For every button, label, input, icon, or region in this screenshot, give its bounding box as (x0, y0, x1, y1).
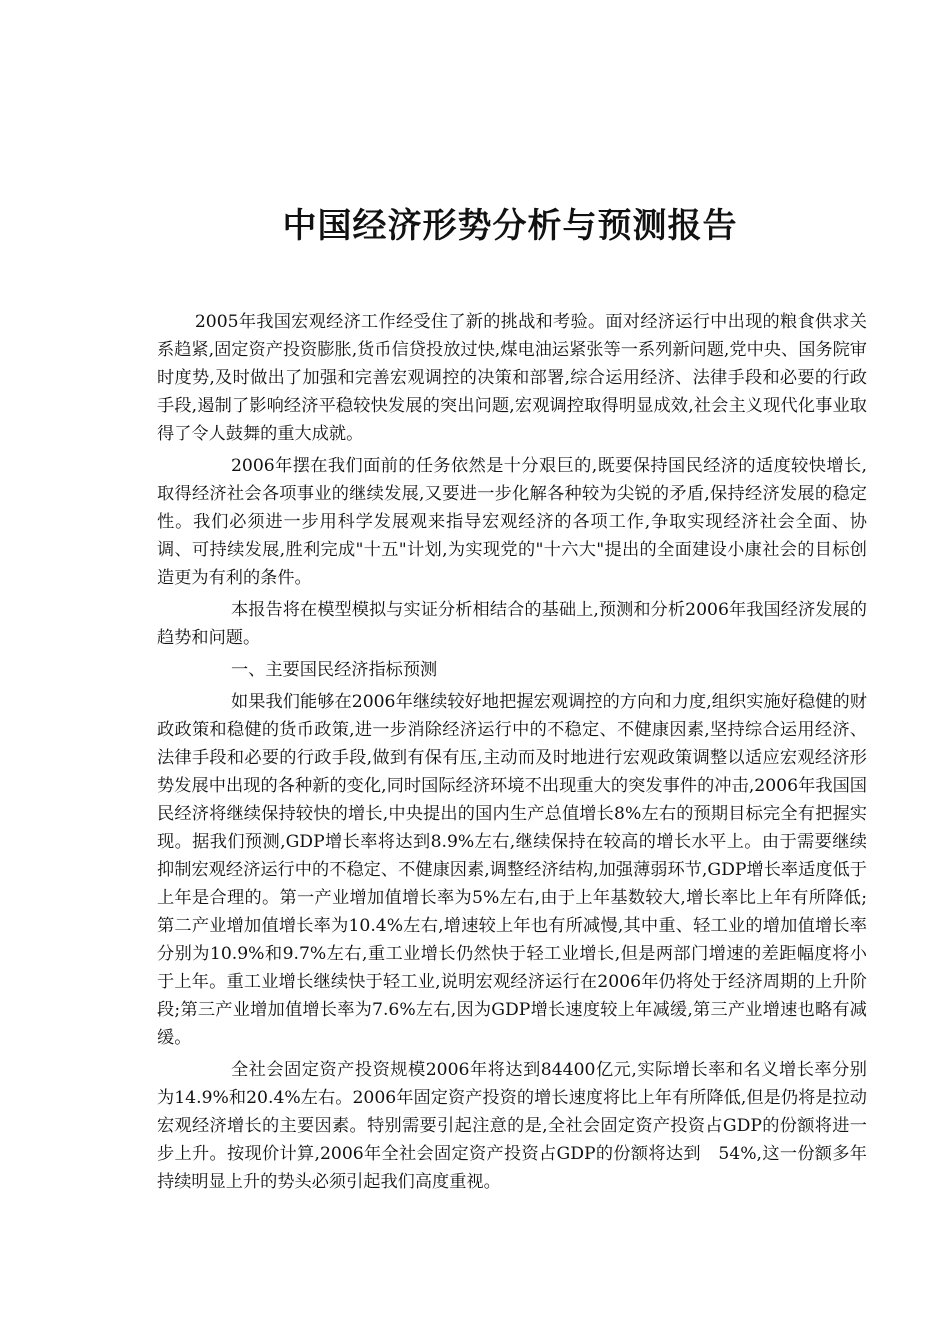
paragraph-investment-forecast: 全社会固定资产投资规模2006年将达到84400亿元,实际增长率和名义增长率分别为14.9%和20.4%左右。2006年固定资产投资的增长速度将比上年有所降低,但是仍将是拉动宏观经济增长的主要因素。特别需要引起注意的是,全社会固定资产投资占GDP的份额将进一步上升。按现价计算,2006年全社会固定资产投资占GDP的份额将达到 54%,这一份额多年持续明显上升的势头必须引起我们高度重视。 (157, 1060, 867, 1192)
paragraph-2005-review: 2005年我国宏观经济工作经受住了新的挑战和考验。面对经济运行中出现的粮食供求关系趋紧,固定资产投资膨胀,货币信贷投放过快,煤电油运紧张等一系列新问题,党中央、国务院审时度势,及时做出了加强和完善宏观调控的决策和部署,综合运用经济、法律手段和必要的行政手段,遏制了影响经济平稳较快发展的突出问题,宏观调控取得明显成效,社会主义现代化事业取得了令人鼓舞的重大成就。 (157, 312, 867, 444)
paragraph-gdp-forecast: 如果我们能够在2006年继续较好地把握宏观调控的方向和力度,组织实施好稳健的财政政策和稳健的货币政策,进一步消除经济运行中的不稳定、不健康因素,坚持综合运用经济、法律手段和必要的行政手段,做到有保有压,主动而及时地进行宏观政策调整以适应宏观经济形势发展中出现的各种新的变化,同时国际经济环境不出现重大的突发事件的冲击,2006年我国国民经济将继续保持较快的增长,中央提出的国内生产总值增长8%左右的预期目标完全有把握实现。据我们预测,GDP增长率将达到8.9%左右,继续保持在较高的增长水平上。由于需要继续抑制宏观经济运行中的不稳定、不健康因素,调整经济结构,加强薄弱环节,GDP增长率适度低于上年是合理的。第一产业增加值增长率为5%左右,由于上年基数较大,增长率比上年有所降低;第二产业增加值增长率为10.4%左右,增速较上年也有所减慢,其中重、轻工业的增加值增长率分别为10.9%和9.7%左右,重工业增长仍然快于轻工业增长,但是两部门增速的差距幅度将小于上年。重工业增长继续快于轻工业,说明宏观经济运行在2006年仍将处于经济周期的上升阶段;第三产业增加值增长率为7.6%左右,因为GDP增长速度较上年减缓,第三产业增速也略有减缓。 (157, 692, 867, 1048)
section-heading-indicators: 一、主要国民经济指标预测 (230, 660, 438, 680)
document-title: 中国经济形势分析与预测报告 (282, 206, 738, 246)
paragraph-2006-tasks: 2006年摆在我们面前的任务依然是十分艰巨的,既要保持国民经济的适度较快增长,取得经济社会各项事业的继续发展,又要进一步化解各种较为尖锐的矛盾,保持经济发展的稳定性。我们必须进一步用科学发展观来指导宏观经济的各项工作,争取实现经济社会全面、协调、可持续发展,胜利完成"十五"计划,为实现党的"十六大"提出的全面建设小康社会的目标创造更为有利的条件。 (157, 456, 867, 588)
paragraph-report-scope: 本报告将在模型模拟与实证分析相结合的基础上,预测和分析2006年我国经济发展的趋势和问题。 (157, 600, 867, 648)
document-body (157, 308, 867, 1200)
